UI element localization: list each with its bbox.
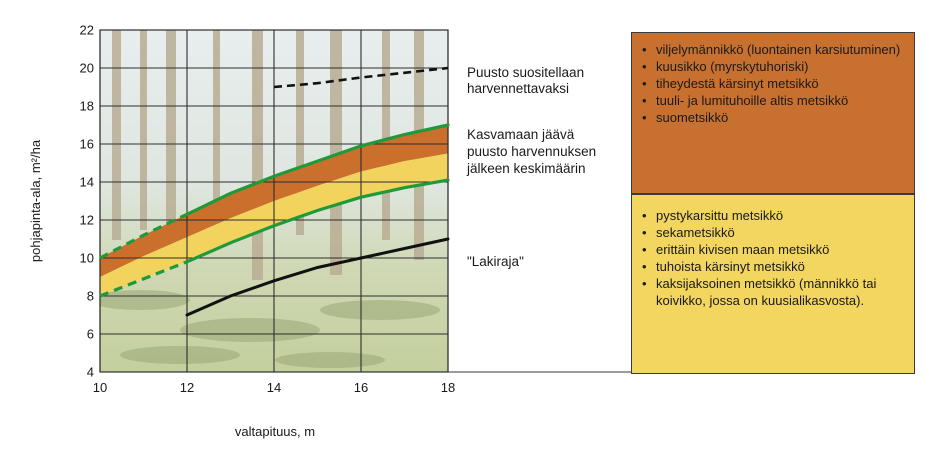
x-tick-labels <box>93 380 455 395</box>
legend-item: • viljelymännikkö (luontainen karsiutuminen) <box>640 41 906 58</box>
y-axis-title: pohjapinta-ala, m²/ha <box>28 139 43 263</box>
legend-item: • tuuli- ja lumituhoille altis metsikkö <box>640 92 906 109</box>
svg-text:"Lakiraja": "Lakiraja" <box>467 254 524 269</box>
y-tick-label: 14 <box>79 174 94 190</box>
svg-text:Kasvamaan jäävä: Kasvamaan jäävä <box>467 127 575 142</box>
y-tick-label: 8 <box>86 288 94 304</box>
y-tick-label: 10 <box>79 250 94 266</box>
x-tick-label: 16 <box>353 380 369 395</box>
legend-item: • erittäin kivisen maan metsikkö <box>640 241 906 258</box>
y-tick-label: 20 <box>79 60 94 76</box>
svg-text:harvennettavaksi: harvennettavaksi <box>467 81 570 96</box>
y-tick-label: 18 <box>79 98 94 114</box>
legend-item: • tuhoista kärsinyt metsikkö <box>640 258 906 275</box>
legend-panel-orange <box>631 32 915 194</box>
legend-item: • tiheydestä kärsinyt metsikkö <box>640 75 906 92</box>
legend-item: • sekametsikkö <box>640 224 906 241</box>
annotation-harvennus <box>467 65 584 96</box>
y-tick-labels <box>80 23 94 380</box>
x-axis-title: valtapituus, m <box>234 424 316 439</box>
x-tick-label: 14 <box>266 380 282 395</box>
svg-text:puusto harvennuksen: puusto harvennuksen <box>467 144 597 159</box>
annotation-lakiraja <box>467 254 524 269</box>
x-tick-label: 18 <box>440 380 456 395</box>
svg-text:jälkeen keskimäärin: jälkeen keskimäärin <box>467 161 586 176</box>
y-tick-label: 6 <box>86 326 94 342</box>
y-tick-label: 22 <box>79 22 94 38</box>
y-tick-label: 4 <box>86 364 94 380</box>
annotation-kasvamaan <box>466 127 596 176</box>
legend-item: • kaksijaksoinen metsikkö (männikkö tai koivikko, jossa on kuusialikasvosta). <box>640 275 906 309</box>
legend-item: • pystykarsittu metsikkö <box>640 207 906 224</box>
legend-item: • suometsikkö <box>640 109 906 126</box>
x-tick-label: 10 <box>92 380 108 395</box>
legend-panel-yellow <box>631 194 915 374</box>
x-tick-label: 12 <box>179 380 195 395</box>
svg-text:Puusto suositellaan: Puusto suositellaan <box>467 65 585 80</box>
legend-item: • kuusikko (myrskytuhoriski) <box>640 58 906 75</box>
y-tick-label: 12 <box>79 212 94 228</box>
y-tick-label: 16 <box>79 136 94 152</box>
